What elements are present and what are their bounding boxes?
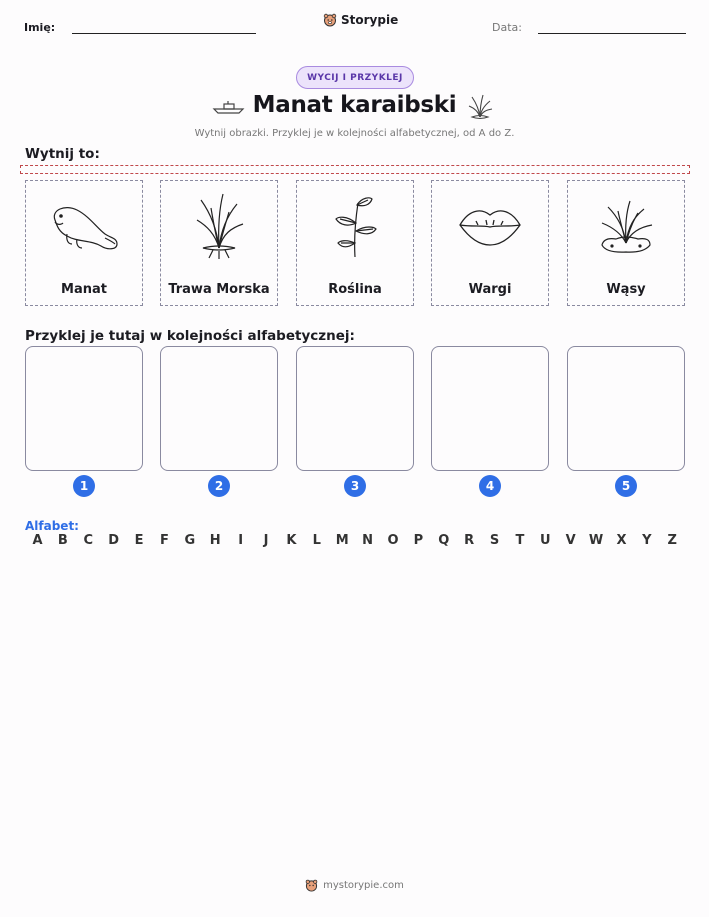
slot-number-badge: 1 [73, 475, 95, 497]
alphabet-letter: J [263, 533, 269, 548]
alphabet-letter: U [540, 533, 551, 548]
alphabet-letter: F [160, 533, 169, 548]
alphabet-letter: H [209, 533, 221, 548]
alphabet-letter: K [286, 533, 297, 548]
alphabet-row [25, 533, 685, 548]
card-label: Manat [61, 282, 107, 297]
alphabet-letter: Y [642, 533, 652, 548]
alphabet-letter: O [387, 533, 399, 548]
slot-number-badge: 5 [615, 475, 637, 497]
alphabet-letter: N [362, 533, 374, 548]
seagrass-icon [466, 93, 494, 121]
cut-line [20, 165, 690, 174]
paste-slot[interactable] [296, 346, 414, 471]
seagrass-icon [189, 190, 249, 262]
alphabet-letter: W [588, 533, 604, 548]
alphabet-label: Alfabet: [25, 519, 79, 533]
cut-card-trawa-morska[interactable] [160, 180, 278, 306]
name-label: Imię: [24, 21, 56, 34]
brand-name: Storypie [341, 13, 399, 27]
plant-icon [328, 193, 382, 259]
storypie-mascot-icon [323, 13, 337, 27]
alphabet-letter: Z [667, 533, 677, 548]
alphabet-letter: G [184, 533, 196, 548]
alphabet-letter: R [464, 533, 475, 548]
alphabet-letter: Q [438, 533, 450, 548]
paste-slot[interactable] [567, 346, 685, 471]
alphabet-letter: S [489, 533, 500, 548]
whiskers-icon [594, 195, 658, 257]
slot-number-badge: 3 [344, 475, 366, 497]
alphabet-letter: C [83, 533, 94, 548]
cut-card-wasy[interactable] [567, 180, 685, 306]
page-title: Manat karaibski [252, 92, 457, 118]
alphabet-letter: E [134, 533, 144, 548]
alphabet-letter: X [616, 533, 627, 548]
cut-card-roslina[interactable] [296, 180, 414, 306]
cut-card-manat[interactable] [25, 180, 143, 306]
paste-slot[interactable] [25, 346, 143, 471]
paste-slot[interactable] [431, 346, 549, 471]
cut-section-label: Wytnij to: [25, 146, 100, 162]
paste-slot[interactable] [160, 346, 278, 471]
date-label: Data: [492, 21, 522, 34]
card-label: Trawa Morska [168, 282, 270, 297]
cut-card-wargi[interactable] [431, 180, 549, 306]
slot-number-badge: 4 [479, 475, 501, 497]
alphabet-letter: L [312, 533, 321, 548]
alphabet-letter: D [108, 533, 120, 548]
card-label: Wąsy [606, 282, 646, 297]
alphabet-letter: T [515, 533, 525, 548]
slot-number-badge: 2 [208, 475, 230, 497]
alphabet-letter: I [238, 533, 244, 548]
paste-section-label: Przyklej je tutaj w kolejności alfabetycznej: [25, 328, 355, 344]
alphabet-letter: P [413, 533, 424, 548]
footer [0, 879, 709, 892]
activity-type-badge: WYCIJ I PRZYKLEJ [296, 66, 414, 89]
alphabet-letter: B [57, 533, 68, 548]
alphabet-letter: V [565, 533, 576, 548]
date-field-line[interactable] [538, 33, 686, 34]
manatee-icon [47, 198, 121, 254]
card-label: Wargi [468, 282, 512, 297]
name-field-line[interactable] [72, 33, 256, 34]
alphabet-letter: M [335, 533, 349, 548]
worksheet-header [0, 0, 709, 60]
alphabet-letter: A [32, 533, 43, 548]
footer-url[interactable]: mystorypie.com [323, 880, 404, 891]
storypie-mascot-icon [305, 879, 318, 892]
lips-icon [456, 203, 524, 249]
brand-logo [323, 13, 398, 27]
title-row [0, 92, 709, 124]
instructions: Wytnij obrazki. Przyklej je w kolejności alfabetycznej, od A do Z. [194, 128, 515, 139]
card-label: Roślina [328, 282, 382, 297]
